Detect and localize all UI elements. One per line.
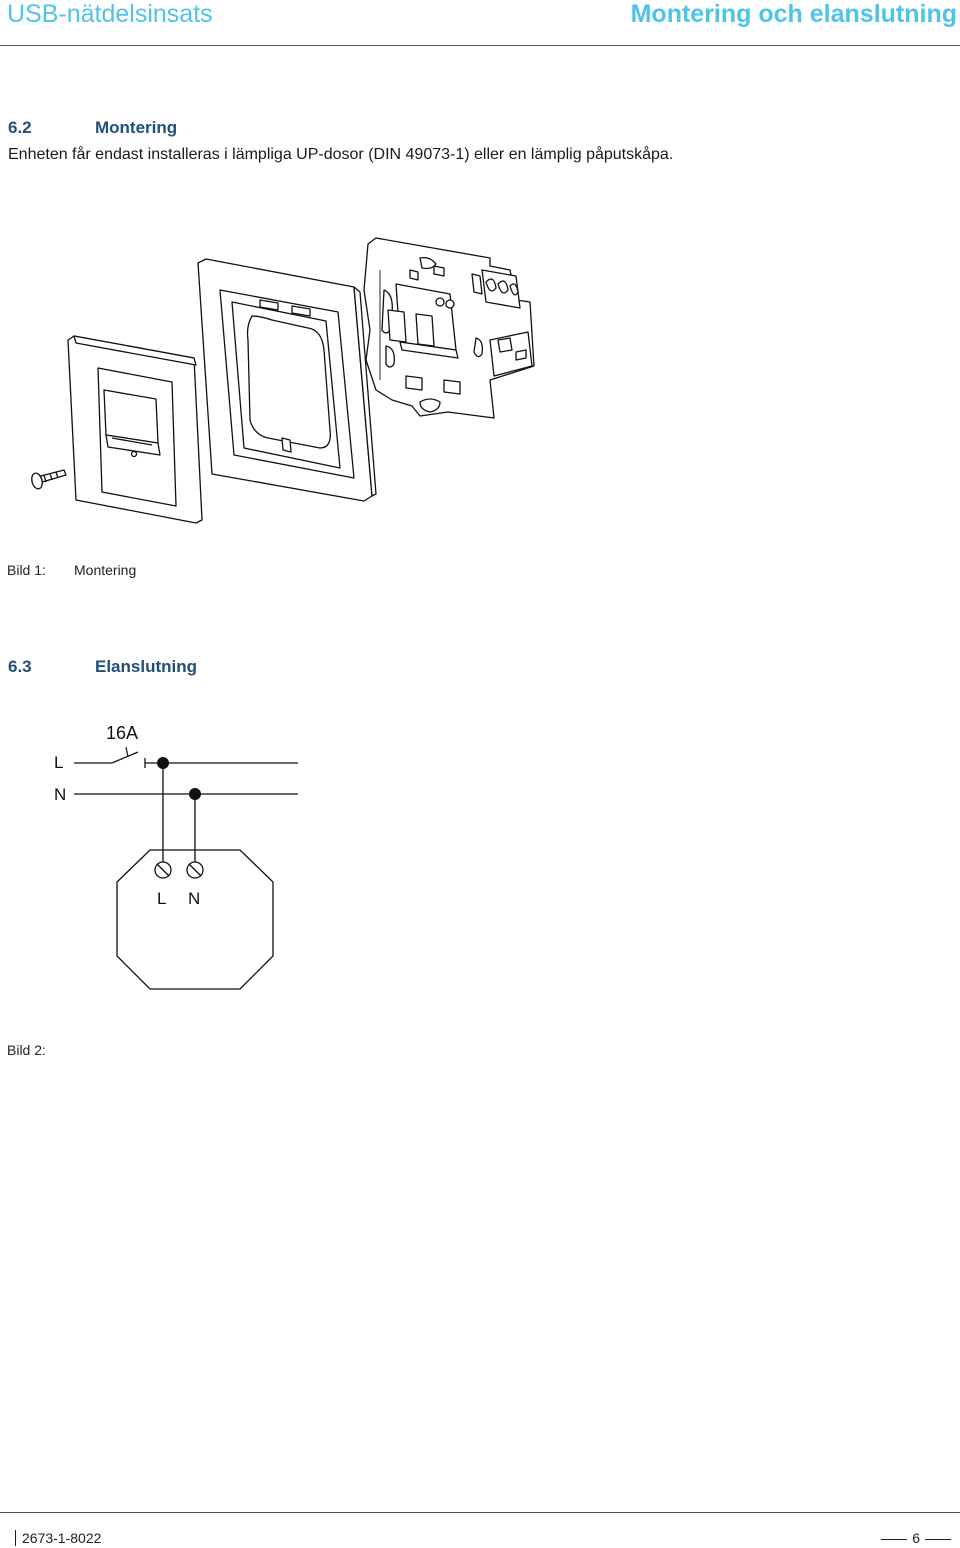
figure-1-caption (7, 562, 136, 578)
screw-icon (30, 470, 66, 490)
figure-label: Bild 2: (7, 1042, 46, 1058)
page-footer-rule (0, 1512, 960, 1513)
section-title: Montering (95, 118, 178, 137)
section-number: 6.3 (8, 657, 32, 676)
terminal-label-N: N (188, 889, 201, 908)
page-number: 6 (912, 1530, 920, 1546)
footer-dash (881, 1539, 907, 1540)
figure-label: Bild 1: (7, 562, 46, 578)
page-number-block (876, 1530, 956, 1546)
section-heading-montering (8, 118, 177, 138)
mounting-instruction-text: Enheten får endast installeras i lämpliga UP-dosor (DIN 49073-1) eller en lämplig påputskåpa. (8, 146, 674, 163)
section-number: 6.2 (8, 118, 32, 137)
terminal-label-L: L (157, 889, 167, 908)
wiring-diagram (40, 710, 320, 1010)
section-title: Elanslutning (95, 657, 197, 676)
mounting-illustration (20, 230, 550, 530)
figure-2-caption (7, 1042, 74, 1058)
line-label-N: N (54, 785, 67, 804)
figure-caption-text: Montering (74, 562, 137, 578)
chapter-title: Montering och elanslutning (630, 0, 957, 28)
cover-plate (68, 336, 202, 523)
fuse-label: 16A (106, 723, 139, 743)
page-header (0, 0, 960, 46)
line-label-L: L (54, 753, 64, 772)
footer-dash (925, 1539, 951, 1540)
intermediate-frame (198, 259, 376, 501)
product-title: USB-nätdelsinsats (7, 0, 213, 28)
document-number: 2673-1-8022 (15, 1530, 101, 1546)
usb-insert-module (364, 238, 534, 418)
section-heading-elanslutning (8, 657, 197, 677)
